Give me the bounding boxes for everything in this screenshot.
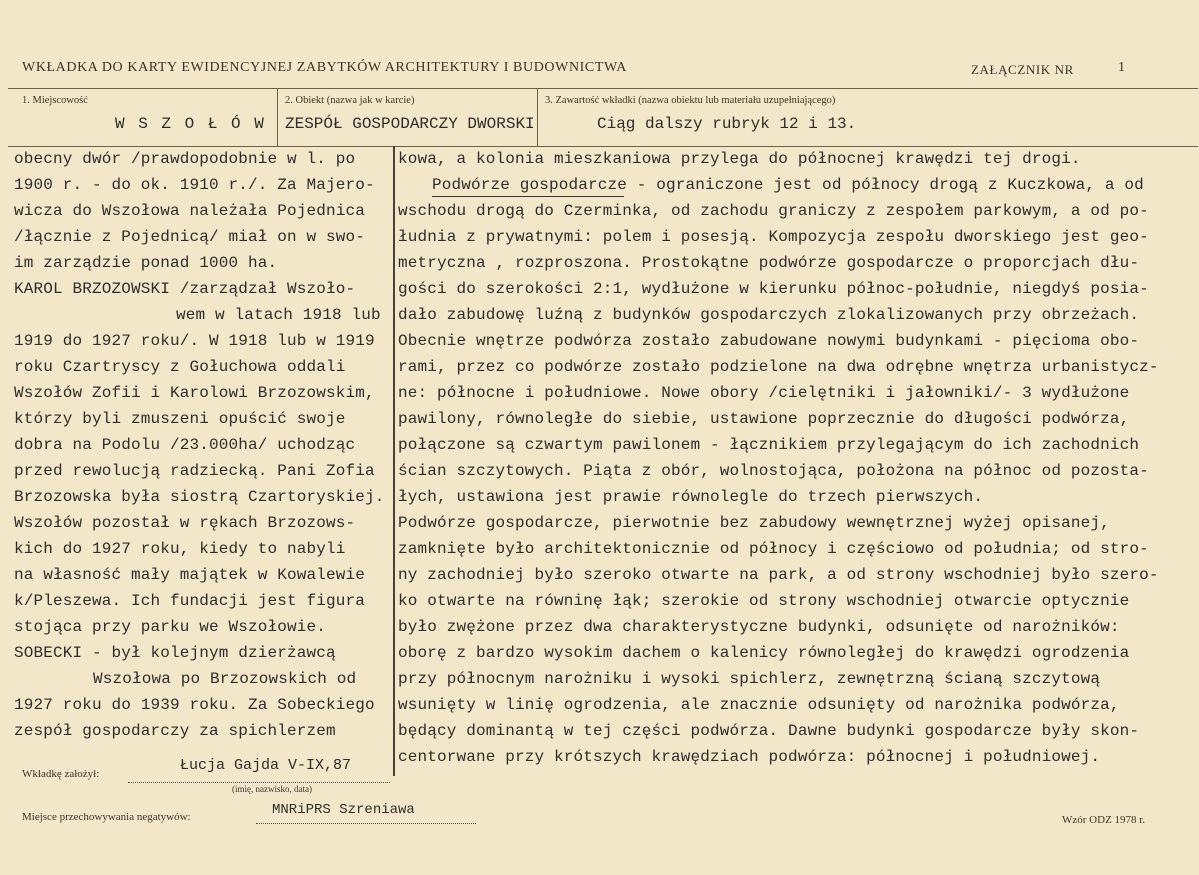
left-line: Wszołów pozostał w rękach Brzozows-: [14, 514, 356, 532]
left-line: którzy byli zmuszeni opuścić swoje: [14, 410, 346, 428]
right-line: ny zachodniej było szeroko otwarte na park, a od strony wschodniej było szero-: [398, 566, 1159, 584]
field-divider-2: [537, 88, 538, 146]
left-line: k/Pleszewa. Ich fundacji jest figura: [14, 592, 366, 610]
header-rule-bottom: [8, 146, 1198, 147]
storage-dotted-line: [256, 823, 476, 824]
header-rule-top: [8, 88, 1198, 89]
right-line: kowa, a kolonia mieszkaniowa przylega do północnej krawędzi tej drogi.: [398, 150, 1081, 168]
author-value: Łucja Gajda V-IX,87: [180, 757, 352, 774]
right-line: rami, przez co podwórze zostało podzielone na dwa odrębne wnętrza urbanistycz-: [398, 358, 1159, 376]
author-label: Wkładkę założył:: [22, 768, 100, 780]
left-line: 1919 do 1927 roku/. W 1918 lub w 1919: [14, 332, 375, 350]
right-line: przy północnym narożniku i wysoki spichlerz, zewnętrzną ścianą szczytową: [398, 670, 1101, 688]
right-line: wschodu drogą do Czerminka, od zachodu graniczy z zespołem parkowym, a od po-: [398, 202, 1149, 220]
left-line: przed rewolucją radziecką. Pani Zofia: [14, 462, 375, 480]
right-line: Obecnie wnętrze podwórza zostało zabudowane nowymi budynkami - pięcioma obo-: [398, 332, 1140, 350]
left-line: im zarządzie ponad 1000 ha.: [14, 254, 278, 272]
storage-value: MNRiPRS Szreniawa: [272, 802, 415, 818]
author-dotted-line: [128, 782, 390, 783]
left-line: KAROL BRZOZOWSKI /zarządzał Wszoło-: [14, 280, 356, 298]
left-line: roku Czartryscy z Gołuchowa oddali: [14, 358, 346, 376]
right-line: będący dominantą w tej części podwórza. Dawne budynki gospodarcze były skon-: [398, 722, 1140, 740]
form-version: Wzór ODZ 1978 r.: [1062, 814, 1146, 826]
left-line: na własność mały majątek w Kowalewie: [14, 566, 366, 584]
section-heading-underline: [432, 196, 624, 197]
right-line: było zwężone przez dwa charakterystyczne budynki, odsunięte od narożników:: [398, 618, 1120, 636]
right-line: Podwórze gospodarcze - ograniczone jest od północy drogą z Kuczkowa, a od: [432, 176, 1144, 194]
right-line: Podwórze gospodarcze, pierwotnie bez zabudowy wewnętrznej wyżej opisanej,: [398, 514, 1110, 532]
right-line: połączone są czwartym pawilonem - łącznikiem przylegającym do ich zachodnich: [398, 436, 1140, 454]
column-divider: [393, 146, 395, 776]
storage-label: Miejsce przechowywania negatywów:: [22, 811, 191, 823]
annex-number: 1: [1118, 60, 1125, 75]
right-line: metryczna , rozproszona. Prostokątne podwórze gospodarcze o proporcjach dłu-: [398, 254, 1140, 272]
left-line: Brzozowska była siostrą Czartoryskiej.: [14, 488, 385, 506]
left-line: zespół gospodarczy za spichlerzem: [14, 722, 336, 740]
card-title: WKŁADKA DO KARTY EWIDENCYJNEJ ZABYTKÓW ARCHITEKTURY I BUDOWNICTWA: [22, 60, 627, 75]
right-line: centorwane przy krótszych krawędziach podwórza: północnej i południowej.: [398, 748, 1101, 766]
right-line: ścian szczytowych. Piąta z obór, wolnostojąca, położona na północ od pozosta-: [398, 462, 1149, 480]
right-line: pawilony, równoległe do siebie, ustawione poprzecznie do długości podwórza,: [398, 410, 1130, 428]
right-line: zamknięte było architektonicznie od północy i częściowo od południa; od stro-: [398, 540, 1149, 558]
field-1-label: 1. Miejscowość: [22, 95, 88, 106]
field-divider-1: [277, 88, 278, 146]
author-hint: (imię, nazwisko, data): [232, 784, 312, 794]
field-2-value: ZESPÓŁ GOSPODARCZY DWORSKI: [285, 115, 535, 133]
field-3-label: 3. Zawartość wkładki (nazwa obiektu lub materiału uzupełniającego): [545, 95, 836, 106]
left-line: dobra na Podolu /23.000ha/ uchodząc: [14, 436, 356, 454]
right-line: gości do szerokości 2:1, wydłużone w kierunku północ-południe, niegdyś posia-: [398, 280, 1149, 298]
right-line: łudnia z prywatnymi: polem i posesją. Kompozycja zespołu dworskiego jest geo-: [398, 228, 1149, 246]
right-line: oborę z bardzo wysokim dachem o kalenicy równoległej do krawędzi ogrodzenia: [398, 644, 1130, 662]
annex-label: ZAŁĄCZNIK NR: [971, 62, 1074, 77]
left-line: 1900 r. - do ok. 1910 r./. Za Majero-: [14, 176, 375, 194]
right-line: dało zabudowę luźną z budynków gospodarczych zlokalizowanych przy obrzeżach.: [398, 306, 1140, 324]
left-line: /łącznie z Pojednicą/ miał on w swo-: [14, 228, 366, 246]
right-line: wsunięty w linię ogrodzenia, ale znacznie odsunięty od narożnika podwórza,: [398, 696, 1120, 714]
right-line: ne: północne i południowe. Nowe obory /cielętniki i jałowniki/- 3 wydłużone: [398, 384, 1130, 402]
field-2-label: 2. Obiekt (nazwa jak w karcie): [285, 95, 415, 106]
field-3-value: Ciąg dalszy rubryk 12 i 13.: [597, 115, 857, 133]
left-line: kich do 1927 roku, kiedy to nabyli: [14, 540, 346, 558]
left-line: wicza do Wszołowa należała Pojednica: [14, 202, 366, 220]
field-1-value: W S Z O Ł Ó W: [115, 115, 266, 133]
left-line: SOBECKI - był kolejnym dzierżawcą: [14, 644, 336, 662]
left-line: Wszołów Zofii i Karolowi Brzozowskim,: [14, 384, 375, 402]
left-line: Wszołowa po Brzozowskich od: [93, 670, 357, 688]
right-line: łych, ustawiona jest prawie równolegle do trzech pierwszych.: [398, 488, 984, 506]
left-line: wem w latach 1918 lub: [176, 306, 381, 324]
right-line: ko otwarte na równinę łąk; szerokie od strony wschodniej otwarcie optycznie: [398, 592, 1130, 610]
left-line: obecny dwór /prawdopodobnie w l. po: [14, 150, 356, 168]
left-line: 1927 roku do 1939 roku. Za Sobeckiego: [14, 696, 375, 714]
left-line: stojąca przy parku we Wszołowie.: [14, 618, 327, 636]
